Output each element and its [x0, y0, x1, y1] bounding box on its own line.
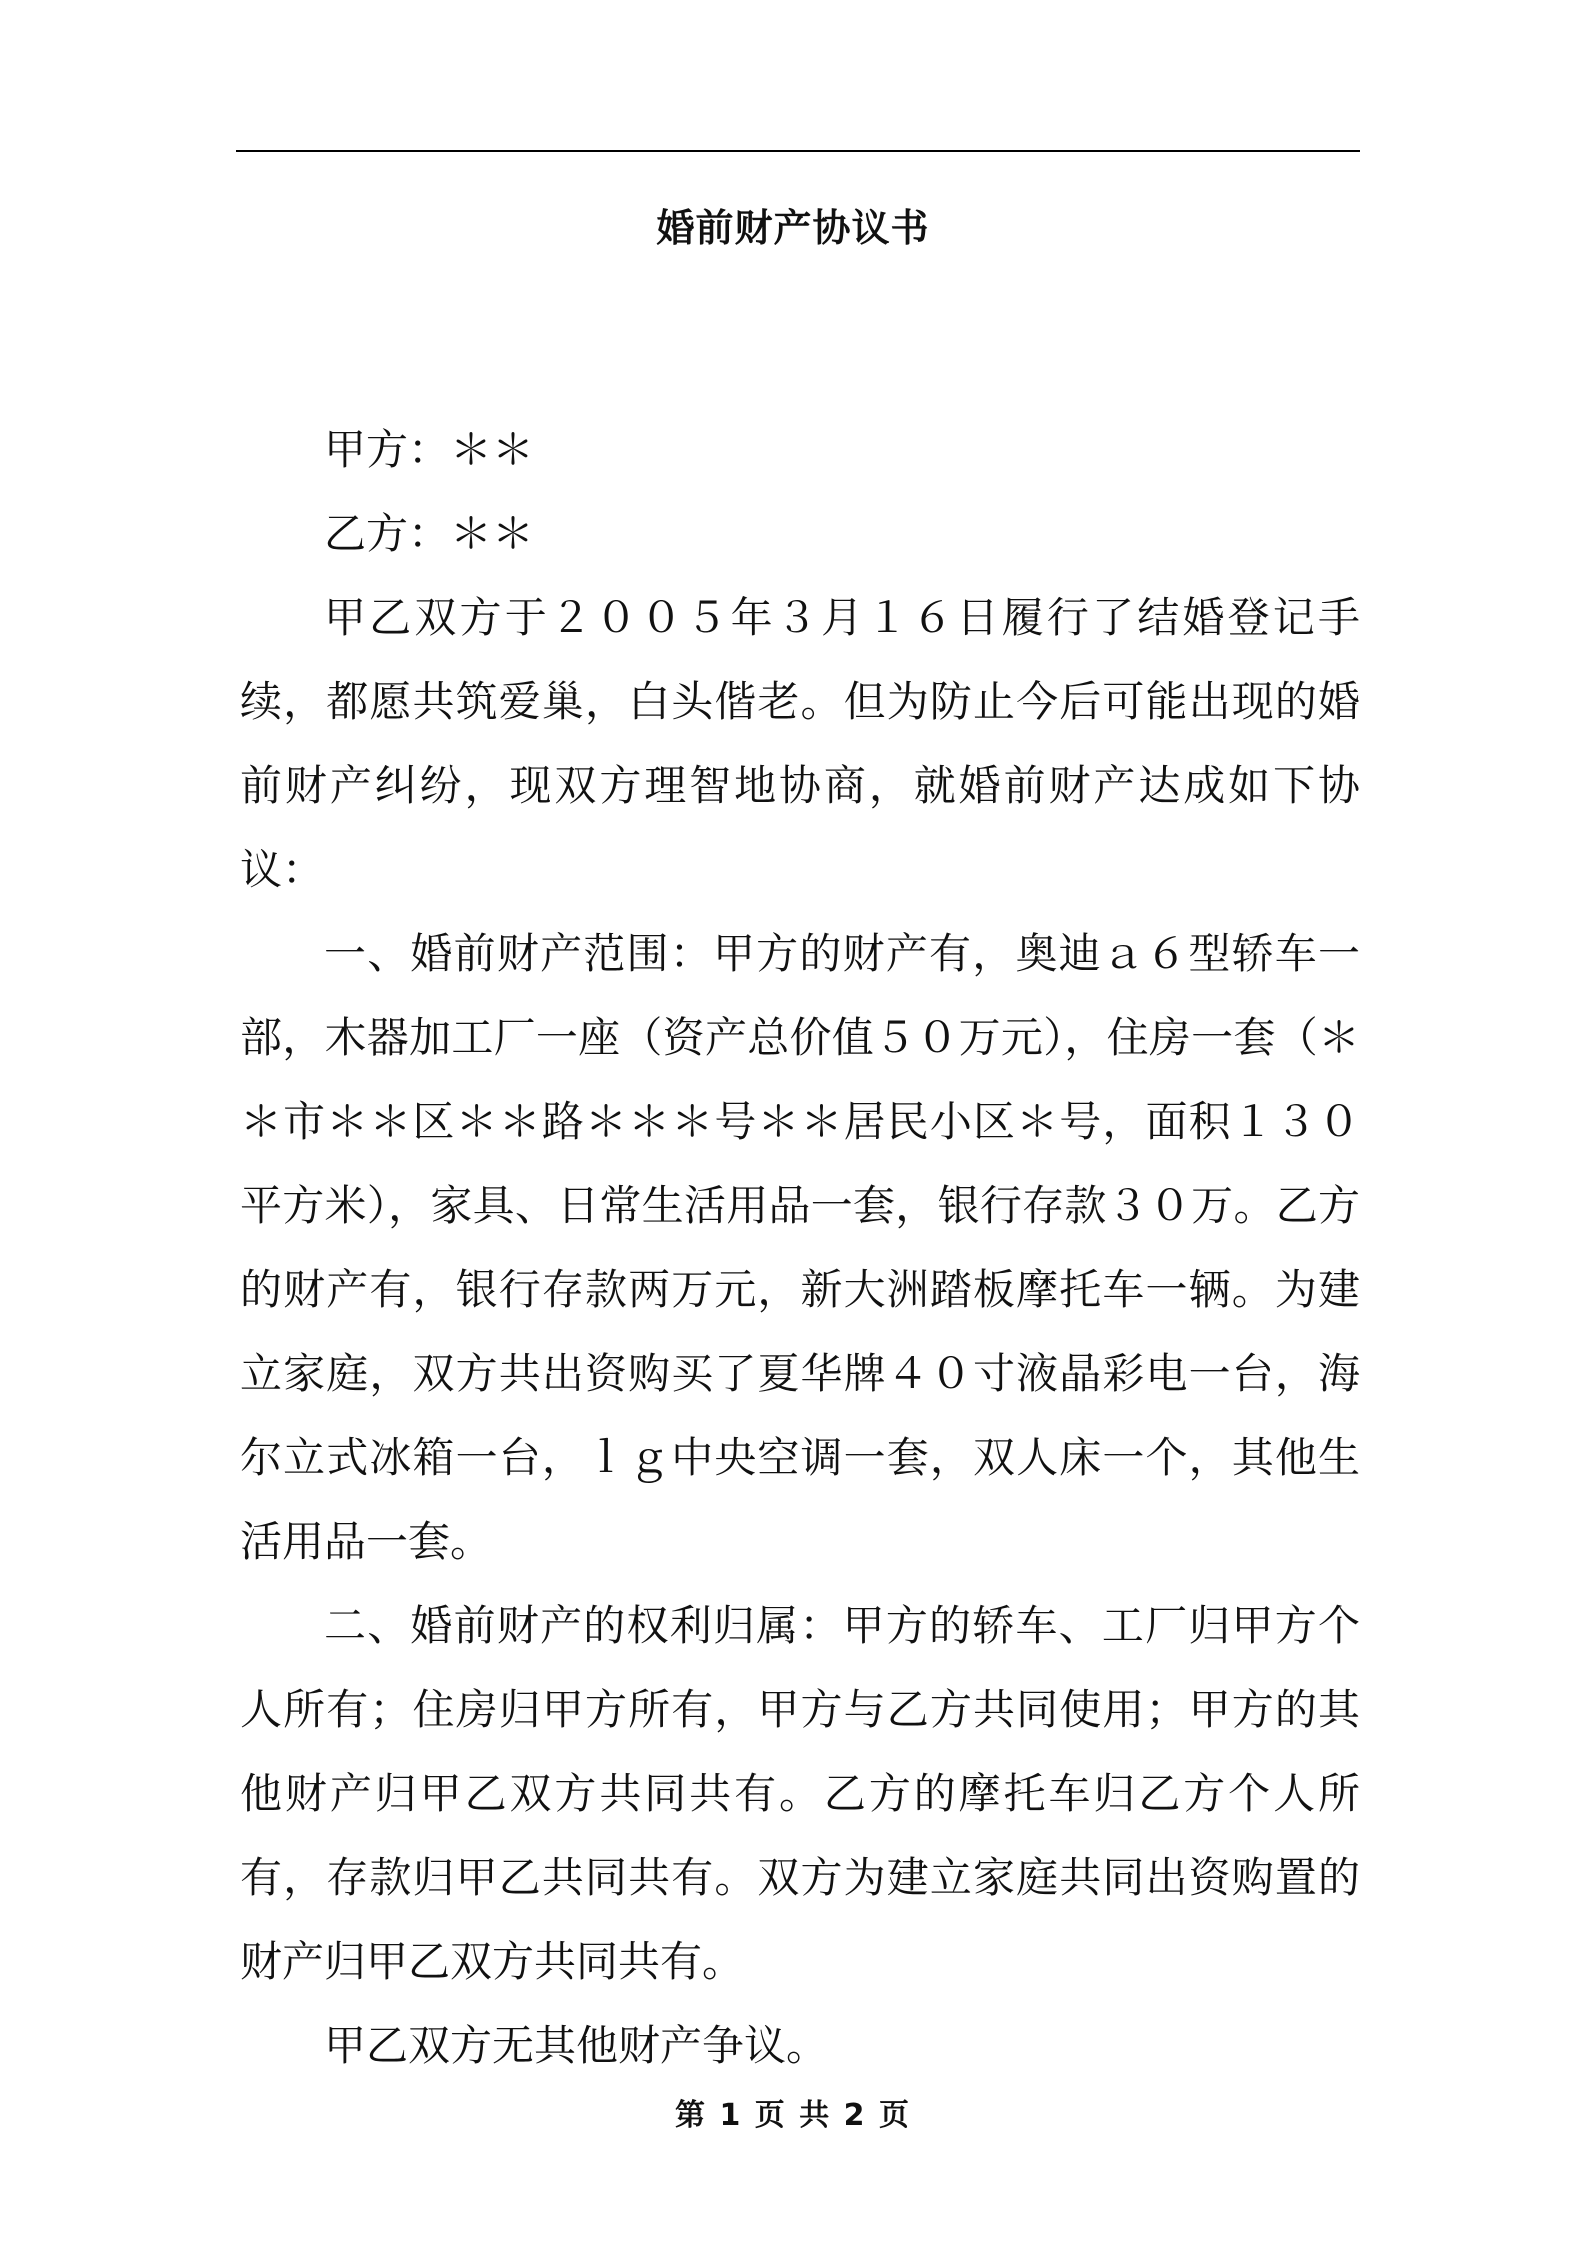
- page-footer: 第 1 页 共 2 页: [675, 2098, 911, 2133]
- paragraph-property-scope: 一、婚前财产范围：甲方的财产有，奥迪ａ６型轿车一部，木器加工厂一座（资产总价值５０万元），住房一套（＊＊市＊＊区＊＊路＊＊＊号＊＊居民小区＊号，面积１３０平方米），家具、日常生活用品一套，银行存款３０万。乙方的财产有，银行存款两万元，新大洲踏板摩托车一辆。为建立家庭，双方共出资购买了夏华牌４０寸液晶彩电一台，海尔立式冰箱一台，ｌｇ中央空调一套，双人床一个，其他生活用品一套。: [240, 929, 1360, 1566]
- party-a-line: 甲方：＊＊: [324, 425, 535, 474]
- paragraph-property-ownership: 二、婚前财产的权利归属：甲方的轿车、工厂归甲方个人所有；住房归甲方所有，甲方与乙方共同使用；甲方的其他财产归甲乙双方共同共有。乙方的摩托车归乙方个人所有，存款归甲乙共同共有。双方为建立家庭共同出资购置的财产归甲乙双方共同共有。: [240, 1601, 1360, 1986]
- document-title: 婚前财产协议书: [656, 206, 930, 250]
- paragraph-intro: 甲乙双方于２００５年３月１６日履行了结婚登记手续，都愿共筑爱巢，白头偕老。但为防止今后可能出现的婚前财产纠纷，现双方理智地协商，就婚前财产达成如下协议：: [240, 593, 1360, 894]
- paragraph-no-dispute: 甲乙双方无其他财产争议。: [324, 2021, 829, 2070]
- party-b-line: 乙方：＊＊: [324, 509, 535, 558]
- header-rule: [236, 150, 1360, 152]
- document-body: [240, 408, 1360, 2088]
